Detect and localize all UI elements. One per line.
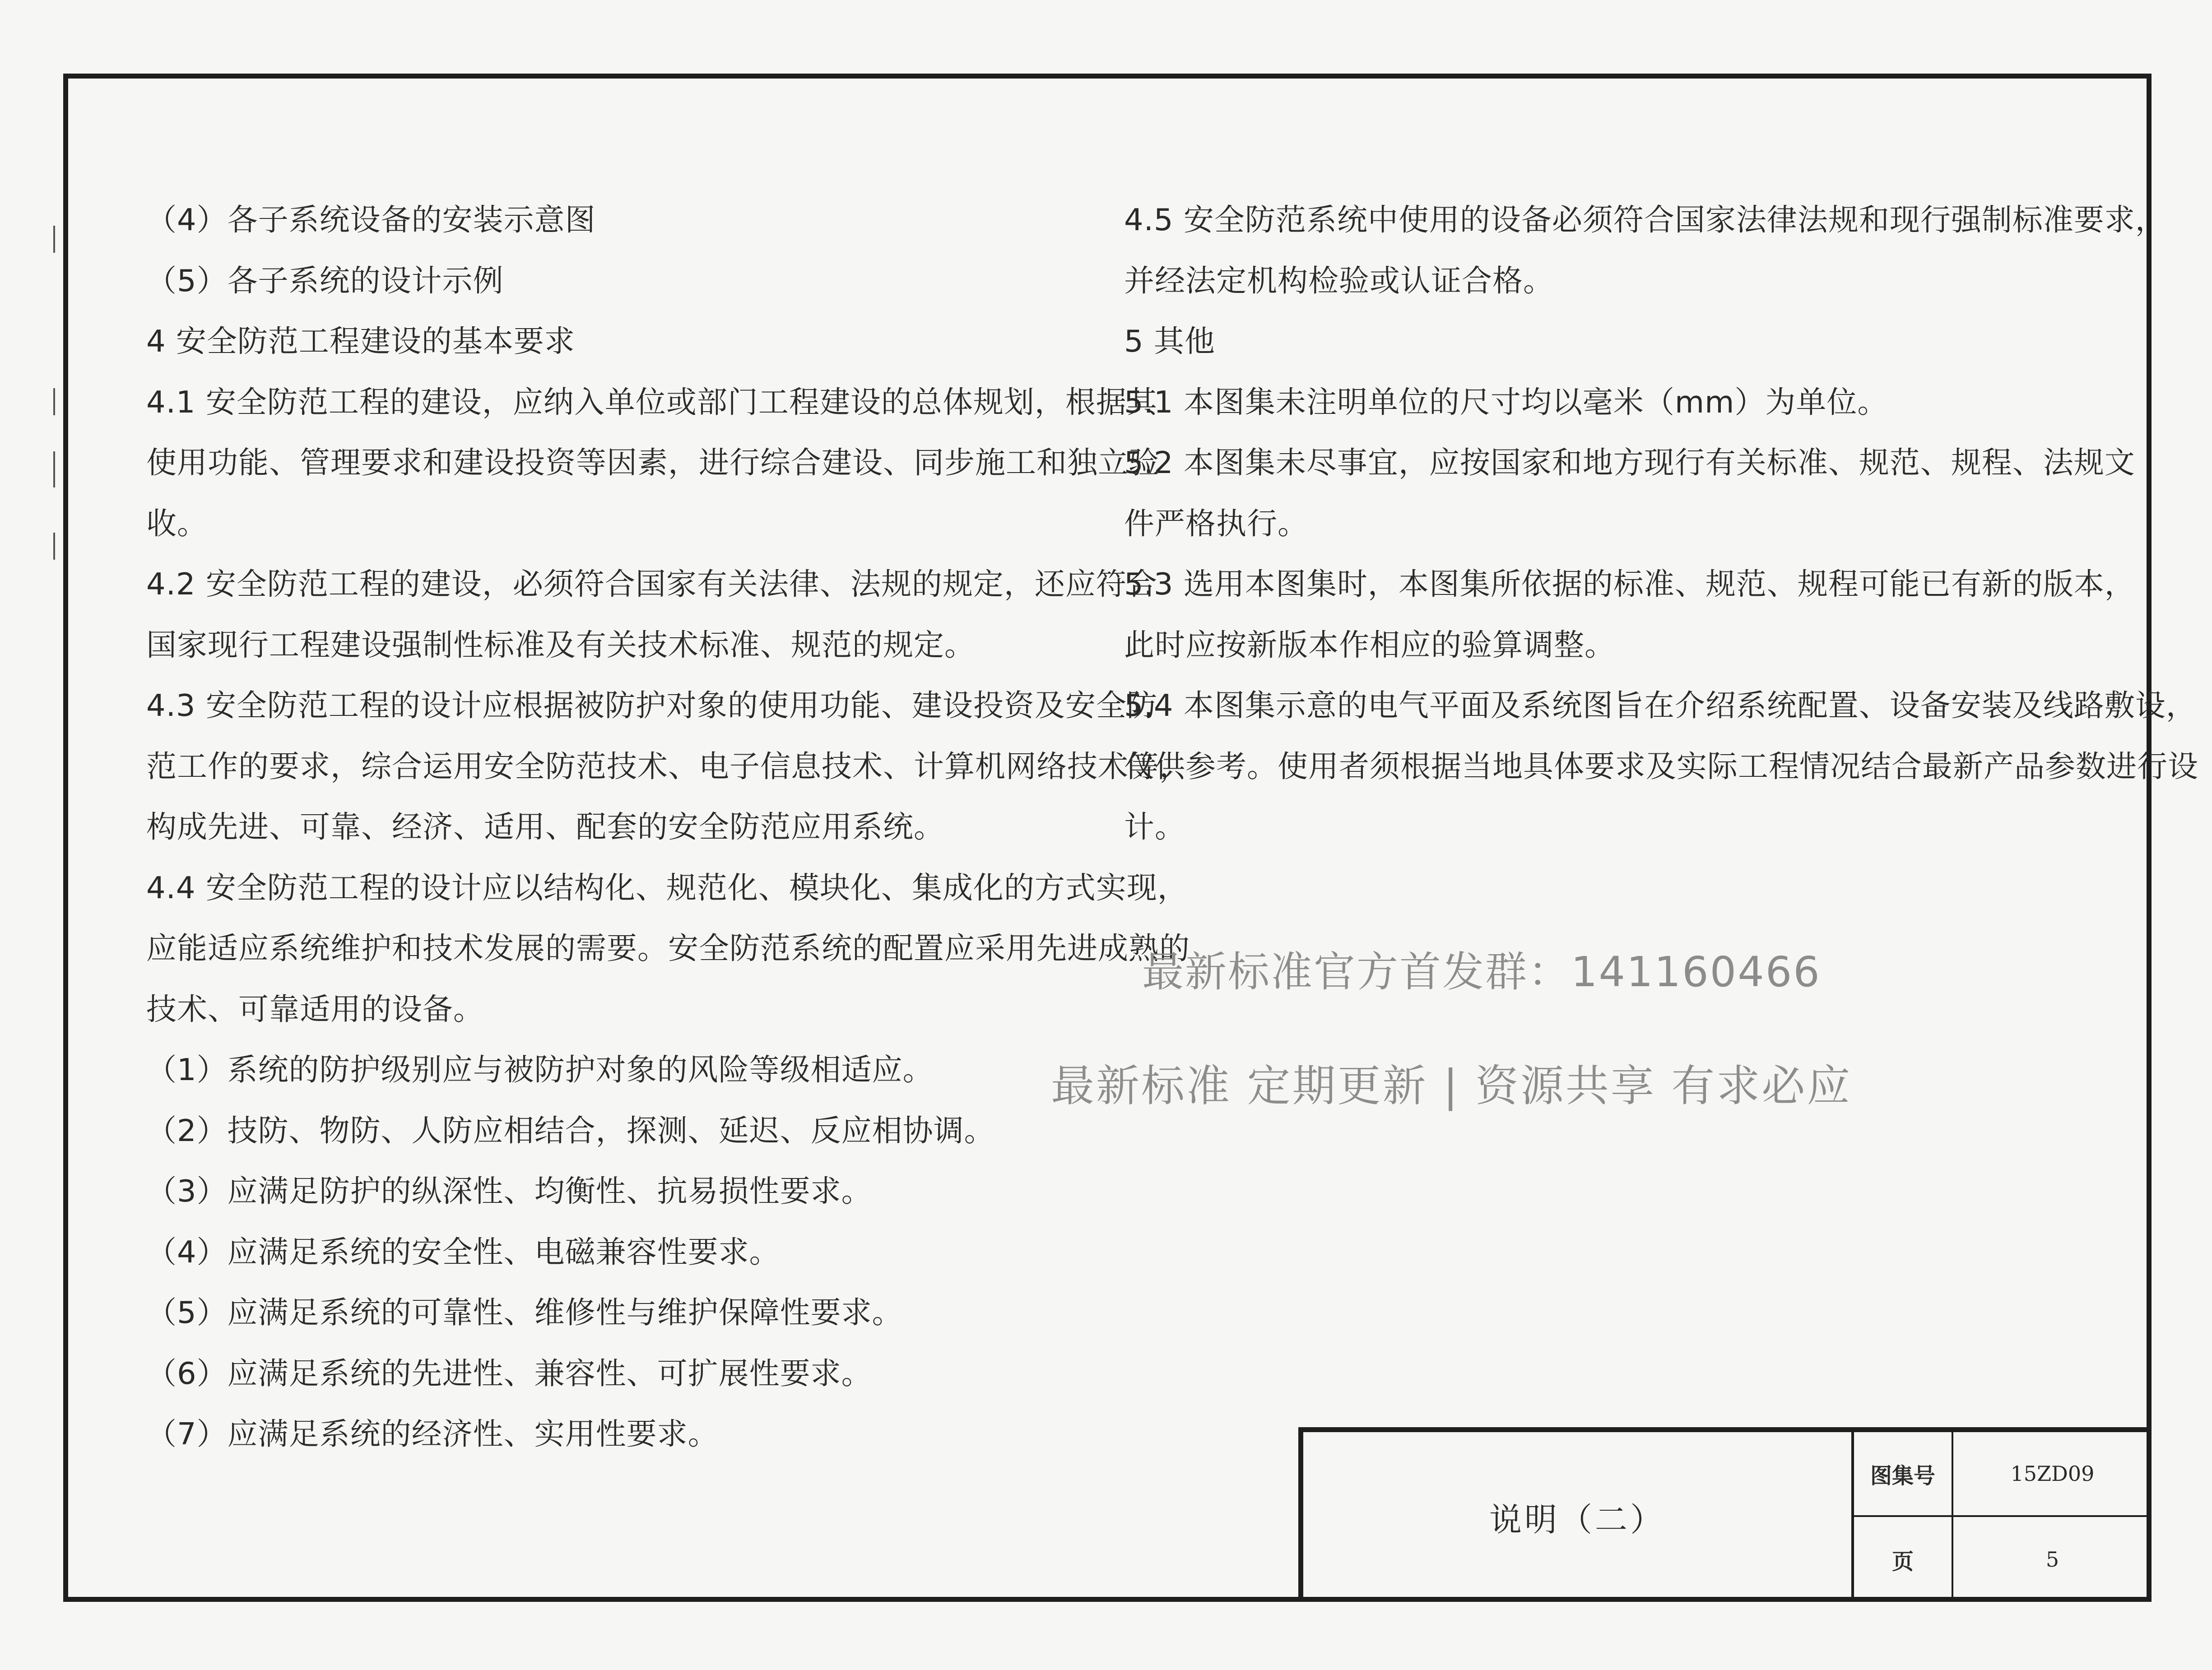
drawing-title: 说明（二） — [1303, 1432, 1854, 1602]
text-line: （4）各子系统设备的安装示意图 — [146, 202, 596, 237]
text-line: 范工作的要求，综合运用安全防范技术、电子信息技术、计算机网络技术等， — [146, 748, 1190, 784]
section-heading: 5 其他 — [1124, 324, 1215, 359]
text-line: 4.1 安全防范工程的建设，应纳入单位或部门工程建设的总体规划，根据其 — [146, 384, 1157, 420]
text-line: 计。 — [1124, 809, 1185, 844]
title-block-grid — [1854, 1432, 2152, 1602]
page-number: 5 — [2045, 1547, 2059, 1572]
right-text-column — [1124, 190, 2198, 858]
list-item: （7）应满足系统的经济性、实用性要求。 — [146, 1416, 719, 1452]
text-line: 4.4 安全防范工程的设计应以结构化、规范化、模块化、集成化的方式实现， — [146, 870, 1188, 905]
notice-slogan: 最新标准 定期更新 | 资源共享 有求必应 — [1051, 1061, 1852, 1111]
text-line: 4.2 安全防范工程的建设，必须符合国家有关法律、法规的规定，还应符合 — [146, 566, 1157, 602]
text-line: 应能适应系统维护和技术发展的需要。安全防范系统的配置应采用先进成熟的 — [146, 931, 1190, 966]
page-label: 页 — [1854, 1517, 1953, 1602]
text-line: 4.3 安全防范工程的设计应根据被防护对象的使用功能、建设投资及安全防 — [146, 688, 1157, 723]
text-line: 仅供参考。使用者须根据当地具体要求及实际工程情况结合最新产品参数进行设 — [1124, 748, 2198, 784]
text-line: 国家现行工程建设强制性标准及有关技术标准、规范的规定。 — [146, 627, 975, 663]
binding-mark — [53, 226, 55, 253]
notice-group-number: 最新标准官方首发群：141160466 — [1142, 948, 1821, 996]
binding-mark — [53, 533, 55, 560]
text-line: 5.4 本图集示意的电气平面及系统图旨在介绍系统配置、设备安装及线路敷设， — [1124, 688, 2197, 723]
text-line: 并经法定机构检验或认证合格。 — [1124, 263, 1554, 298]
atlas-number-label: 图集号 — [1854, 1432, 1953, 1517]
section-heading: 4 安全防范工程建设的基本要求 — [146, 324, 575, 359]
text-line: 构成先进、可靠、经济、适用、配套的安全防范应用系统。 — [146, 809, 944, 844]
text-line: 5.3 选用本图集时，本图集所依据的标准、规范、规程可能已有新的版本， — [1124, 566, 2135, 602]
text-line: 5.1 本图集未注明单位的尺寸均以毫米（mm）为单位。 — [1124, 384, 1888, 420]
text-line: 此时应按新版本作相应的验算调整。 — [1124, 627, 1615, 663]
text-line: 件严格执行。 — [1124, 506, 1308, 541]
text-line: 收。 — [146, 506, 208, 541]
text-line: 技术、可靠适用的设备。 — [146, 991, 484, 1027]
title-block — [1298, 1427, 2152, 1602]
list-item: （1）系统的防护级别应与被防护对象的风险等级相适应。 — [146, 1052, 934, 1087]
binding-mark — [53, 451, 55, 487]
text-line: 使用功能、管理要求和建设投资等因素，进行综合建设、同步施工和独立验 — [146, 445, 1159, 480]
list-item: （5）应满足系统的可靠性、维修性与维护保障性要求。 — [146, 1295, 903, 1330]
atlas-number-value: 15ZD09 — [1953, 1432, 2152, 1517]
list-item: （2）技防、物防、人防应相结合，探测、延迟、反应相协调。 — [146, 1113, 995, 1148]
text-line: 5.2 本图集未尽事宜，应按国家和地方现行有关标准、规范、规程、法规文 — [1124, 445, 2135, 480]
list-item: （4）应满足系统的安全性、电磁兼容性要求。 — [146, 1234, 780, 1270]
text-line: 4.5 安全防范系统中使用的设备必须符合国家法律法规和现行强制标准要求， — [1124, 202, 2166, 237]
list-item: （3）应满足防护的纵深性、均衡性、抗易损性要求。 — [146, 1174, 872, 1209]
list-item: （6）应满足系统的先进性、兼容性、可扩展性要求。 — [146, 1355, 872, 1391]
binding-mark — [53, 388, 55, 415]
text-line: （5）各子系统的设计示例 — [146, 263, 504, 298]
